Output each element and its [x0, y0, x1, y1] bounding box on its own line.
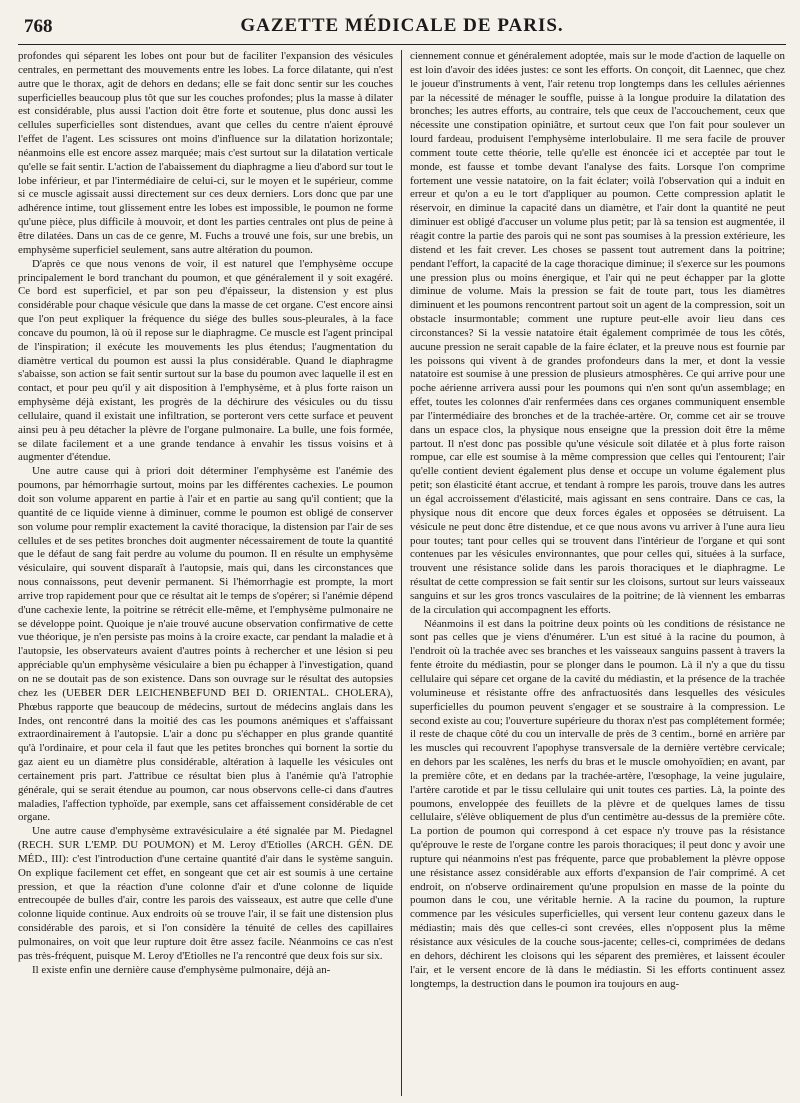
- left-column: [18, 50, 393, 1096]
- paragraph: D'après ce que nous venons de voir, il est naturel que l'emphysème occupe principalement le bord tranchant du poumon, et que généralement il y soit exagéré. Ce bord est superficiel, et par son peu d'épaisseur, la distension y est plus considérable pour chaque vésicule que dans la masse de cet organe. C'est encore ainsi que l'on peut expliquer la fréquence du siége des bulles sous-pleurales, à la face concave du poumon, là où il repose sur le diaphragme. Ce muscle est l'agent principal de l'inspiration; il exécute les mouvements les plus étendus; l'augmentation du diamètre vertical du poumon est aussi la plus considérable. Quand le diaphragme s'abaisse, son action se fait sentir surtout sur la base du poumon avec laquelle il est en contact, et pour peu qu'il y ait disposition à l'emphysème, et à plus forte raison un emphysème déjà existant, les progrès de la déchirure des vésicules ou du tissu cellulaire, quand il existait une infiltration, se porteront vers cette surface et peuvent ainsi peu à peu détacher la plèvre de l'organe pulmonaire. La bulle, une fois formée, se dilate facilement et a une grande tendance à envahir les tissus voisins et à augmenter d'étendue.: [18, 257, 393, 464]
- paragraph: ciennement connue et généralement adoptée, mais sur le mode d'action de laquelle on est loin d'avoir des idées justes: ce sont les efforts. On conçoit, dit Laennec, que chez le joueur d'instruments à vent, l'air retenu trop longtemps dans les cellules aériennes par la nécessité de ménager le souffle, puisse à la longue produire la dilatation des bronches; les autres efforts, au contraire, tels que ceux de l'accouchement, ceux que nécessite une constipation opiniâtre, et surtout ceux que l'on fait pour soulever un lourd fardeau, produisent l'emphysème interlobulaire. Il me sera facile de prouver comment toute cette théorie, telle qu'elle est énoncée ici et acceptée par tout le monde, est fausse et tombe devant l'analyse des faits. Lorsque l'on comprime fortement une vessie natatoire, on la fait éclater; voilà l'observation qui a induit en erreur et qu'on a eu le tort d'appliquer au poumon. Cette compression aplatit le réservoir, en diminue la capacité dans un diamètre, et l'air dont la quantité ne peut diminuer est obligé d'accuser un volume plus petit; par là sa tension est augmentée, il réagit contre la partie des parois qui ne sont pas soumises à la pression extérieure, les distend et les fait crever. Les choses se passent tout autrement dans la poitrine; pendant l'effort, la capacité de la cage thoracique diminue; il s'exerce sur les poumons une pression plus ou moins énergique, et l'air qui ne peut échapper par la glotte diminue de volume. Mais la pression se fait de toute part, tous les diamètres diminuent et les poumons rencontrent partout soit un agent de la compression, soit un obstacle insurmontable; comment une rupture peut-elle avoir lieu dans ces circonstances? Si la vessie natatoire était également comprimée de tous les côtés, aucune pression ne serait capable de la faire éclater, et la preuve nous est fournie par les poissons qui vivent à de grandes profondeurs dans la mer, et dont la vessie natatoire est soumise à une pression de plusieurs atmosphères. Ce qui arrive pour une poche aérienne arrivera aussi pour les poumons qui n'en sont qu'un assemblage; en effet, toutes les colonnes d'air renfermées dans ces organes communiquent ensemble par l'intermédiaire des bronches et de la trachée-artère. Or, comme cet air se trouve dans un espace clos, la physique nous enseigne que la pression doit être la même partout. Il n'est donc pas possible qu'une vésicule soit dilatée et à plus forte raison rompue, car elle est soumise à la même compression que celles qui l'entourent; l'air qu'elle contient devient également plus dense et occupe un volume également plus petit; son élasticité étant accrue, et tendant à rompre les parois, trouve dans les autres un égal accroissement d'élasticité, mais agissant en sens contraire. Dans ce cas, la physique nous dit encore que deux forces égales et opposées se détruisent. La vésicule ne peut donc être distendue, et ce que nous avons vu arriver à l'une aura lieu pour toutes; tant pour celles qui se trouvent dans l'intérieur de l'organe et qui sont contenues par les vésicules environnantes, que pour celles qui, situées à la surface, trouvent une résistance solide dans les parois thoraciques et le diaphragme. Le résultat de cette compression se fait sentir sur les cloisons, surtout sur leurs vaisseaux sanguins et sur les gros troncs vasculaires de la poitrine; de là viennent les embarras de la circulation qui accompagnent les efforts.: [410, 50, 785, 616]
- paragraph: profondes qui séparent les lobes ont pour but de faciliter l'expansion des vésicules centrales, en permettant des mouvements entre les lobes. La force dilatante, qui n'est autre que le thorax, agit de dehors en dedans; elle se fait donc sentir sur les couches superficielles beaucoup plus tôt que sur les couches profondes; plus la masse à dilater est considérable, plus aussi l'action doit être forte et soutenue, plus donc aussi les cellules superficielles sont distendues, avant que celles du centre n'aient éprouvé l'effet de l'agent. Les scissures ont moins d'influence sur la dilatation horizontale; néanmoins elle est encore assez marquée; mais c'est surtout sur la dilatation verticale qu'elle se fait sentir. L'action de l'abaissement du diaphragme a lieu d'abord sur tout le lobe inférieur, et par l'intermédiaire de celui-ci, sur le moyen et le supérieur, comme si ce muscle agissait aussi directement sur ces deux derniers. Lors donc que par une adhérence intime, tout glissement entre les lobes est impossible, le poumon ne forme qu'une pièce, plus difficile à mouvoir, et dont les parties centrales ont plus de peine à être dilatées. Dans un cas de ce genre, M. Fuchs a trouvé une fois, sur une brebis, un emphysème superficiel seulement, sans autre altération du poumon.: [18, 50, 393, 256]
- page-header: [18, 14, 786, 45]
- paragraph: Il existe enfin une dernière cause d'emphysème pulmonaire, déjà an-: [32, 963, 331, 976]
- paragraph: Une autre cause d'emphysème extravésiculaire a été signalée par M. Piedagnel (RECH. SUR L'EMP. DU POUMON) et M. Leroy d'Etiolles (ARCH. GÉN. DE MÉD., III): c'est l'introduction d'une certaine quantité d'air dans le système sanguin. On explique facilement cet effet, en songeant que cet air est soumis à une certaine pression, et que la réaction d'une colonne d'air et d'une colonne de liquide entrecoupée de bulles d'air, contre les parois des vaisseaux, est autre que celle d'une colonne liquide continue. Aux endroits où se trouve l'air, il se fait une distension plus considérable des parois, et si l'on considère la ténuité de celles des capillaires pulmonaires, on voit que leur rupture doit être assez facile. Néanmoins ce cas n'est pas très-fréquent, puisque M. Leroy d'Etiolles ne l'a rencontré que deux fois sur six.: [18, 825, 393, 962]
- journal-title: GAZETTE MÉDICALE DE PARIS.: [240, 15, 564, 36]
- paragraph: Néanmoins il est dans la poitrine deux points où les conditions de résistance ne sont pas celles que je viens d'énumérer. L'un est situé à la racine du poumon, à l'endroit où la trachée avec ses branches et les vaisseaux sanguins passent à travers la fente étroite du médiastin, pour se plonger dans le poumon. Là il n'y a que du tissu cellulaire qui sépare cet organe de la cavité du médiastin, et la présence de la trachée volumineuse et résistante offre des anfractuosités dans lesquelles des vésicules superficielles du poumon peuvent s'engager et se soustraire à la compression. Le second existe au cou; l'ouverture supérieure du thorax n'est pas complétement formée; il reste de chaque côté du cou un intervalle de près de 3 centim., borné en arrière par les muscles qui recouvrent l'apophyse transversale de la dernière vertèbre cervicale; en dehors par les scalènes, les nerfs du bras et le muscle omohyoïdien; en avant, par la première côte, et en dedans par la trachée-artère, l'œsophage, la veine jugulaire, l'artère carotide et par le tissu cellulaire qui unit toutes ces parties. Là, la pointe des poumons, enveloppée des feuillets de la plèvre et de quelques lames de tissu cellulaire, s'élève obliquement de plus d'un centimètre au-dessus de la première côte. La portion de poumon qui correspond à cet espace n'y trouve pas la résistance qu'éprouve le reste de l'organe contre les parois thoraciques; il peut donc y avoir une rupture qui néanmoins n'est pas fréquente, parce que probablement la plèvre oppose une résistance assez considérable aux efforts d'expansion de l'air comprimé. A cet endroit, on n'observe ordinairement qu'une propulsion en masse de la pointe du poumon dans le cou, une véritable hernie. A la racine du poumon, la rupture commence par les vésicules superficielles, qui versent leur contenu gazeux dans le médiastin; mais dès que celles-ci sont crevées, elles n'opposent plus la même résistance aux vésicules de la couche sous-jacente; celles-ci, comprimées de dedans en dehors, déchirent les cloisons qui les séparent des premières, et laissent écouler l'air, et le versent encore de là dans le médiastin. Si les efforts continuent assez longtemps, la destruction dans le poumon ira toujours en aug-: [410, 617, 785, 990]
- paragraph: Une autre cause qui à priori doit déterminer l'emphysème est l'anémie des poumons, par hémorrhagie surtout, moins par les différentes cachexies. Le poumon doit son volume apparent en partie à l'air et en partie au sang qu'il contient; que la quantité de ce liquide vienne à diminuer, comme le poumon est obligé de conserver son volume pour remplir exactement la cavité thoracique, la distension par l'air de ses cellules et de ses petites bronches doit augmenter nécessairement de toute la quantité que le défaut de sang fait perdre au volume du poumon. Il en résulte un emphysème vésiculaire, qui souvent disparaît à l'autopsie, mais qui, dans les circonstances que nous connaissons, peut devenir permanent. Si l'hémorrhagie est prompte, la mort arrive trop rapidement pour que ce résultat ait le temps de s'opérer; si l'anémie dépend d'une cachexie lente, la poitrine se rétrécit elle-même, et l'emphysème pulmonaire ne se développe point. Quoique je n'aie trouvé aucune observation confirmative de cette vue théorique, je n'en persiste pas moins à la croire exacte, car pendant la maladie et à l'autopsie, les observateurs avaient d'autres points à rechercher et une lésion si peu appréciable qu'un emphysème vésiculaire a bien pu échapper à l'investigation, quand on ne se doutait pas de son existence. Dans son ouvrage sur le résultat des autopsies chez les (UEBER DER LEICHENBEFUND BEI D. ORIENTAL. CHOLERA), Phœbus rapporte que beaucoup de médecins, surtout de médecins anglais dans les Indes, ont rencontré dans la moitié des cas les poumons anémiques et s'affaissant extraordinairement à l'autopsie. L'air a donc pu s'échapper en plus grande quantité qu'à l'ordinaire, et pour cela il faut que les petites bronches qui bornent la sortie du gaz aient eu un diamètre plus considérable, altération à laquelle les vésicules ont certainement pris part. J'attribue ce résultat bien plus à l'anémie qu'à l'atrophie générale, qui se serait étendue au poumon, car nous observons celle-ci dans d'autres maladies, l'affection typhoïde, par exemple, sans cet affaissement considérable de cet organe.: [18, 465, 393, 824]
- page-number: 768: [24, 16, 53, 37]
- right-column: [410, 50, 785, 1096]
- column-divider: [401, 50, 402, 1096]
